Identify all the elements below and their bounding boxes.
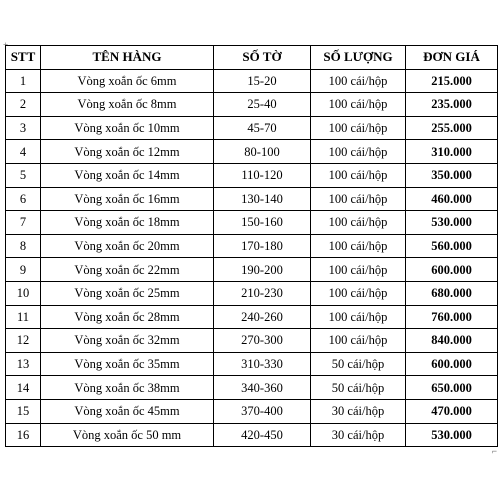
cell-name: Vòng xoắn ốc 14mm: [41, 163, 214, 187]
header-name: TÊN HÀNG: [41, 46, 214, 70]
cell-page-count: 130-140: [214, 187, 311, 211]
cell-unit-price: 650.000: [406, 376, 498, 400]
table-row: [6, 258, 498, 282]
cell-name: Vòng xoắn ốc 18mm: [41, 211, 214, 235]
cell-unit-price: 350.000: [406, 163, 498, 187]
cell-name: Vòng xoắn ốc 20mm: [41, 234, 214, 258]
cell-name: Vòng xoắn ốc 35mm: [41, 352, 214, 376]
cell-page-count: 420-450: [214, 423, 311, 447]
table-row: [6, 69, 498, 93]
cell-unit-price: 470.000: [406, 399, 498, 423]
cell-stt: 6: [6, 187, 41, 211]
cell-stt: 1: [6, 69, 41, 93]
cell-page-count: 15-20: [214, 69, 311, 93]
cell-name: Vòng xoắn ốc 12mm: [41, 140, 214, 164]
cell-unit-price: 600.000: [406, 352, 498, 376]
cell-page-count: 150-160: [214, 211, 311, 235]
cell-stt: 15: [6, 399, 41, 423]
table-row: [6, 376, 498, 400]
table-row: [6, 281, 498, 305]
cell-quantity: 30 cái/hộp: [311, 399, 406, 423]
table-row: [6, 93, 498, 117]
cell-quantity: 50 cái/hộp: [311, 352, 406, 376]
cell-quantity: 100 cái/hộp: [311, 281, 406, 305]
header-row: [6, 46, 498, 70]
cell-page-count: 240-260: [214, 305, 311, 329]
cell-quantity: 100 cái/hộp: [311, 116, 406, 140]
cell-unit-price: 530.000: [406, 423, 498, 447]
cell-page-count: 45-70: [214, 116, 311, 140]
cell-stt: 7: [6, 211, 41, 235]
cell-unit-price: 840.000: [406, 329, 498, 353]
table-row: [6, 187, 498, 211]
cell-quantity: 100 cái/hộp: [311, 69, 406, 93]
cell-name: Vòng xoắn ốc 38mm: [41, 376, 214, 400]
cell-quantity: 50 cái/hộp: [311, 376, 406, 400]
table-row: [6, 116, 498, 140]
table-row: [6, 211, 498, 235]
cell-name: Vòng xoắn ốc 8mm: [41, 93, 214, 117]
cell-quantity: 30 cái/hộp: [311, 423, 406, 447]
cell-stt: 9: [6, 258, 41, 282]
cell-stt: 13: [6, 352, 41, 376]
table-row: [6, 305, 498, 329]
cell-page-count: 190-200: [214, 258, 311, 282]
cell-unit-price: 680.000: [406, 281, 498, 305]
cell-page-count: 80-100: [214, 140, 311, 164]
cell-name: Vòng xoắn ốc 6mm: [41, 69, 214, 93]
cell-unit-price: 310.000: [406, 140, 498, 164]
table-row: [6, 163, 498, 187]
price-table: [5, 45, 498, 447]
cell-unit-price: 760.000: [406, 305, 498, 329]
cell-unit-price: 235.000: [406, 93, 498, 117]
cell-unit-price: 530.000: [406, 211, 498, 235]
cell-stt: 3: [6, 116, 41, 140]
cell-quantity: 100 cái/hộp: [311, 163, 406, 187]
header-stt: STT: [6, 46, 41, 70]
cell-page-count: 25-40: [214, 93, 311, 117]
cell-stt: 11: [6, 305, 41, 329]
cell-quantity: 100 cái/hộp: [311, 140, 406, 164]
cell-unit-price: 600.000: [406, 258, 498, 282]
table-row: [6, 399, 498, 423]
table-row: [6, 140, 498, 164]
cell-quantity: 100 cái/hộp: [311, 187, 406, 211]
cell-quantity: 100 cái/hộp: [311, 258, 406, 282]
cell-stt: 16: [6, 423, 41, 447]
cell-page-count: 310-330: [214, 352, 311, 376]
cell-name: Vòng xoắn ốc 45mm: [41, 399, 214, 423]
cell-name: Vòng xoắn ốc 32mm: [41, 329, 214, 353]
cell-name: Vòng xoắn ốc 50 mm: [41, 423, 214, 447]
table-header: [6, 46, 498, 70]
cell-name: Vòng xoắn ốc 10mm: [41, 116, 214, 140]
cell-name: Vòng xoắn ốc 16mm: [41, 187, 214, 211]
table-move-handle-icon: +: [3, 40, 9, 50]
cell-name: Vòng xoắn ốc 28mm: [41, 305, 214, 329]
cell-unit-price: 215.000: [406, 69, 498, 93]
resize-handle-icon: ⌐: [491, 446, 497, 456]
cell-quantity: 100 cái/hộp: [311, 93, 406, 117]
cell-quantity: 100 cái/hộp: [311, 211, 406, 235]
cell-unit-price: 460.000: [406, 187, 498, 211]
table-row: [6, 352, 498, 376]
cell-quantity: 100 cái/hộp: [311, 329, 406, 353]
cell-name: Vòng xoắn ốc 22mm: [41, 258, 214, 282]
cell-quantity: 100 cái/hộp: [311, 234, 406, 258]
header-unit-price: ĐƠN GIÁ: [406, 46, 498, 70]
table-row: [6, 423, 498, 447]
header-page-count: SỐ TỜ: [214, 46, 311, 70]
cell-stt: 5: [6, 163, 41, 187]
cell-stt: 12: [6, 329, 41, 353]
cell-stt: 2: [6, 93, 41, 117]
cell-page-count: 370-400: [214, 399, 311, 423]
cell-page-count: 270-300: [214, 329, 311, 353]
table-row: [6, 234, 498, 258]
cell-unit-price: 560.000: [406, 234, 498, 258]
table-body: [6, 69, 498, 447]
table-row: [6, 329, 498, 353]
cell-page-count: 110-120: [214, 163, 311, 187]
cell-name: Vòng xoắn ốc 25mm: [41, 281, 214, 305]
cell-quantity: 100 cái/hộp: [311, 305, 406, 329]
cell-stt: 10: [6, 281, 41, 305]
header-quantity: SỐ LƯỢNG: [311, 46, 406, 70]
cell-page-count: 210-230: [214, 281, 311, 305]
cell-page-count: 170-180: [214, 234, 311, 258]
cell-unit-price: 255.000: [406, 116, 498, 140]
cell-stt: 4: [6, 140, 41, 164]
cell-stt: 8: [6, 234, 41, 258]
cell-stt: 14: [6, 376, 41, 400]
cell-page-count: 340-360: [214, 376, 311, 400]
